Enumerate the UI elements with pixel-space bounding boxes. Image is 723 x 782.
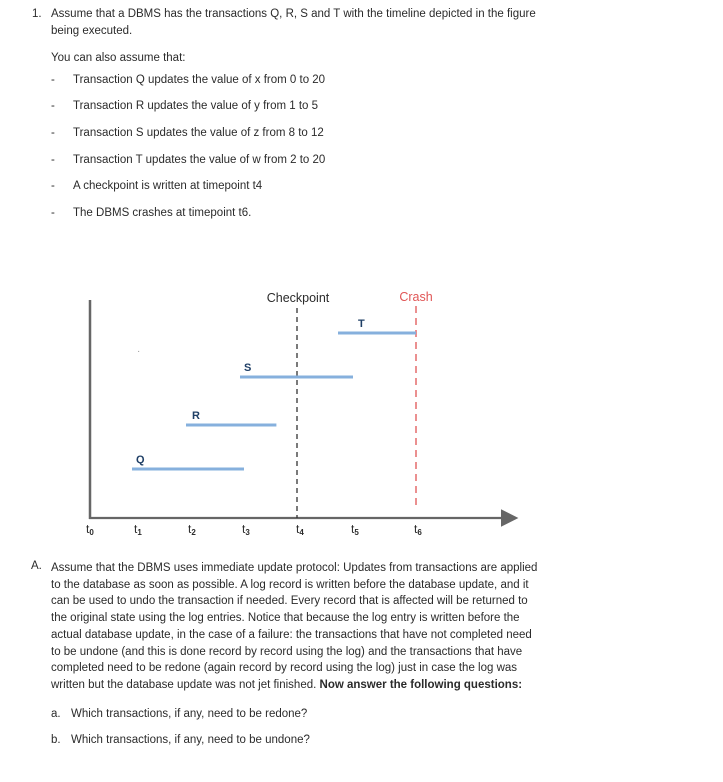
paragraph-line: completed need to be redone (again record by record using the log) just in case the log was: [51, 662, 518, 675]
bullet-marker: -: [51, 180, 55, 192]
time-tick-label: t0: [86, 522, 94, 537]
part-a-label: A.: [31, 560, 42, 572]
question-text-line-2: being executed.: [51, 25, 133, 37]
bullet-marker: -: [51, 100, 55, 112]
paragraph-line: actual database update, in the case of a failure: the transactions that have not completed need: [51, 628, 532, 641]
question-text-line-1: Assume that a DBMS has the transactions Q, R, S and T with the timeline depicted in the figure: [51, 8, 536, 20]
transaction-label-r: R: [192, 410, 200, 422]
stray-dot: ·: [137, 346, 141, 357]
sub-question-letter: b.: [51, 734, 61, 746]
assumption-item: Transaction T updates the value of w from 2 to 20: [73, 154, 326, 166]
paragraph-line: to be undone (and this is done record by record using the log) and the transactions that have: [51, 645, 523, 658]
crash-label: Crash: [399, 290, 433, 304]
bullet-marker: -: [51, 74, 55, 86]
assumption-item: Transaction R updates the value of y from 1 to 5: [73, 100, 319, 112]
assumption-item: A checkpoint is written at timepoint t4: [73, 180, 263, 192]
time-tick-label: t4: [296, 522, 304, 537]
checkpoint-label: Checkpoint: [266, 291, 330, 305]
transaction-label-q: Q: [136, 454, 145, 466]
assumption-intro: You can also assume that:: [51, 52, 186, 64]
transaction-label-s: S: [244, 362, 252, 374]
bullet-marker: -: [51, 207, 55, 219]
assumption-item: Transaction S updates the value of z from 8 to 12: [73, 127, 324, 139]
paragraph-line: Assume that the DBMS uses immediate update protocol: Updates from transactions are applied: [51, 562, 538, 574]
paragraph-line: the original state using the log entries. Notice that because the log entry is written before the: [51, 612, 520, 625]
instruction-bold: Now answer the following questions:: [319, 678, 523, 691]
sub-question-letter: a.: [51, 708, 61, 720]
question-number: 1.: [32, 8, 42, 20]
time-tick-label: t2: [188, 522, 196, 537]
bullet-marker: -: [51, 127, 55, 139]
time-tick-labels: [86, 522, 422, 537]
paragraph-line-plain: written but the database update was not jet finished.: [51, 678, 320, 691]
paragraph-line: [51, 677, 561, 694]
sub-question-text: Which transactions, if any, need to be redone?: [71, 708, 308, 720]
bullet-marker: -: [51, 154, 55, 166]
assumption-item: The DBMS crashes at timepoint t6.: [73, 207, 252, 219]
paragraph-line: can be used to undo the transaction if needed. Every record that is affected will be returned to: [51, 595, 528, 608]
part-a-paragraph: [51, 560, 561, 694]
paragraph-line: to the database as soon as possible. A log record is written before the database update, and it: [51, 578, 529, 591]
assumption-item: Transaction Q updates the value of x from 0 to 20: [73, 74, 326, 86]
time-tick-label: t1: [134, 522, 142, 537]
transaction-bars: [132, 318, 416, 469]
time-tick-label: t6: [414, 522, 422, 537]
transaction-label-t: T: [358, 318, 365, 330]
time-tick-label: t3: [242, 522, 250, 537]
time-tick-label: t5: [351, 522, 359, 537]
sub-question-text: Which transactions, if any, need to be undone?: [71, 734, 310, 746]
